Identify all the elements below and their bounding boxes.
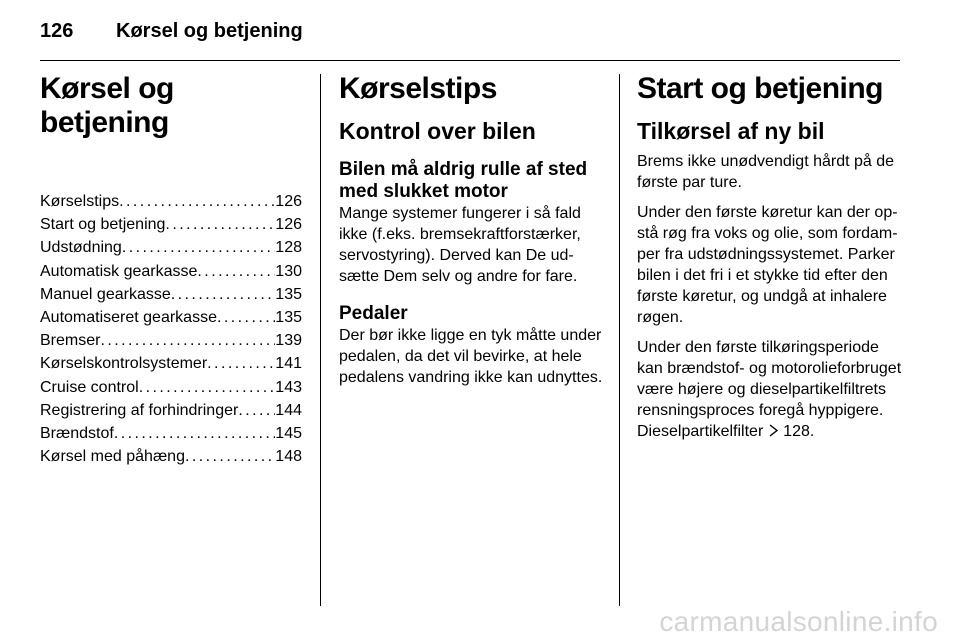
toc-entry-label: Kørsel med påhæng — [40, 448, 185, 466]
paragraph: Under den første tilkøringsperiode kan brændstof- og motorolieforbruget være højere og dieselpartikelfiltrets rensningsproces foregå hyppigere. — [637, 339, 902, 419]
header-rule — [40, 60, 900, 61]
toc-leader-dots — [207, 352, 275, 375]
toc-leader-dots — [100, 329, 275, 352]
toc-entry-label: Automatiseret gearkasse — [40, 309, 217, 327]
toc-entry-page: 141 — [275, 355, 302, 373]
paragraph: Brems ikke unødvendigt hårdt på de første par ture. — [637, 153, 895, 191]
section-heading-start: Start og betjening — [637, 72, 883, 105]
section-pedaler — [339, 303, 609, 388]
section-body: Mange systemer fungerer i så fald ikke (f.eks. bremsekraftforstærker, servostyring). Derved kan De ud-sætte Dem selv og andre for fare. — [339, 205, 581, 285]
crossref-text: Dieselpartikelfilter — [637, 423, 764, 440]
column-divider-1 — [320, 74, 321, 606]
toc-entry-label: Registrering af forhindringer — [40, 401, 239, 419]
toc-entry-page: 148 — [275, 448, 302, 466]
toc-entry-label: Kørselstips — [40, 193, 120, 210]
toc-entry-page: 128 — [275, 239, 302, 257]
toc-leader-dots — [165, 213, 275, 236]
toc-entry-label: Manuel gearkasse — [40, 285, 171, 303]
watermark: carmanualsonline.info — [659, 606, 938, 637]
section-heading-koerselstips: Kørselstips — [339, 72, 497, 105]
toc-entry-label: Kørselskontrolsystemer — [40, 355, 208, 373]
toc-entry[interactable] — [40, 283, 302, 306]
table-of-contents — [40, 190, 302, 468]
arrow-icon — [768, 422, 779, 443]
toc-entry-label: Brændstof — [40, 425, 114, 443]
toc-leader-dots — [114, 422, 275, 445]
toc-entry-page: 139 — [275, 332, 302, 350]
column-start — [637, 72, 909, 452]
toc-entry[interactable] — [40, 306, 302, 329]
toc-entry[interactable] — [40, 422, 302, 445]
toc-leader-dots — [217, 306, 275, 329]
toc-entry-page: 144 — [275, 401, 302, 419]
toc-leader-dots — [197, 260, 275, 283]
column-driving-tips — [339, 72, 609, 398]
toc-entry-page: 145 — [275, 425, 302, 443]
toc-entry[interactable] — [40, 352, 302, 375]
toc-entry[interactable] — [40, 445, 302, 468]
toc-entry-label: Bremser — [40, 332, 101, 350]
page-header — [40, 20, 303, 43]
crossref-page: 128. — [783, 423, 815, 440]
toc-entry-page: 135 — [275, 309, 302, 327]
toc-entry-page: 126 — [275, 193, 302, 210]
toc-entry[interactable] — [40, 260, 302, 283]
toc-entry[interactable] — [40, 329, 302, 352]
toc-entry-label: Automatisk gearkasse — [40, 262, 198, 280]
toc-leader-dots — [139, 376, 276, 399]
paragraph: Under den første køretur kan der op-stå røg fra voks og olie, som fordam-per fra udstødningssystemet. Parker bilen i det fri i et stykke tid efter den første køretur, og undgå at inhalere røgen. — [637, 204, 898, 326]
column-toc — [40, 72, 302, 468]
column-divider-2 — [619, 74, 620, 606]
toc-entry-page: 143 — [275, 378, 302, 396]
toc-entry[interactable] — [40, 190, 302, 213]
toc-entry-page: 130 — [275, 262, 302, 280]
toc-entry[interactable] — [40, 376, 302, 399]
toc-entry-page: 135 — [275, 285, 302, 303]
running-title: Kørsel og betjening — [116, 20, 303, 42]
toc-leader-dots — [185, 445, 275, 468]
toc-leader-dots — [171, 283, 276, 306]
toc-entry-page: 126 — [275, 216, 302, 234]
toc-entry-label: Udstødning — [40, 239, 122, 257]
subheading-tilkoersel: Tilkørsel af ny bil — [637, 118, 825, 144]
toc-entry[interactable] — [40, 236, 302, 259]
page-number: 126 — [40, 20, 74, 42]
section-title: Pedaler — [339, 303, 408, 324]
toc-entry-label: Start og betjening — [40, 216, 166, 234]
toc-entry-label: Cruise control — [40, 378, 139, 396]
toc-entry[interactable] — [40, 399, 302, 422]
subheading-kontrol: Kontrol over bilen — [339, 118, 536, 144]
cross-reference — [637, 421, 909, 443]
toc-leader-dots — [122, 236, 275, 259]
toc-entry[interactable] — [40, 213, 302, 236]
toc-leader-dots — [238, 399, 275, 422]
chapter-heading: Kørsel og betjening — [40, 72, 174, 139]
section-body: Der bør ikke ligge en tyk måtte under pedalen, da det vil bevirke, at hele pedalens vandring ikke kan udnyttes. — [339, 327, 603, 386]
section-title: Bilen må aldrig rulle af sted med slukket motor — [339, 159, 588, 202]
section-rulle — [339, 159, 609, 287]
toc-leader-dots — [119, 190, 275, 213]
